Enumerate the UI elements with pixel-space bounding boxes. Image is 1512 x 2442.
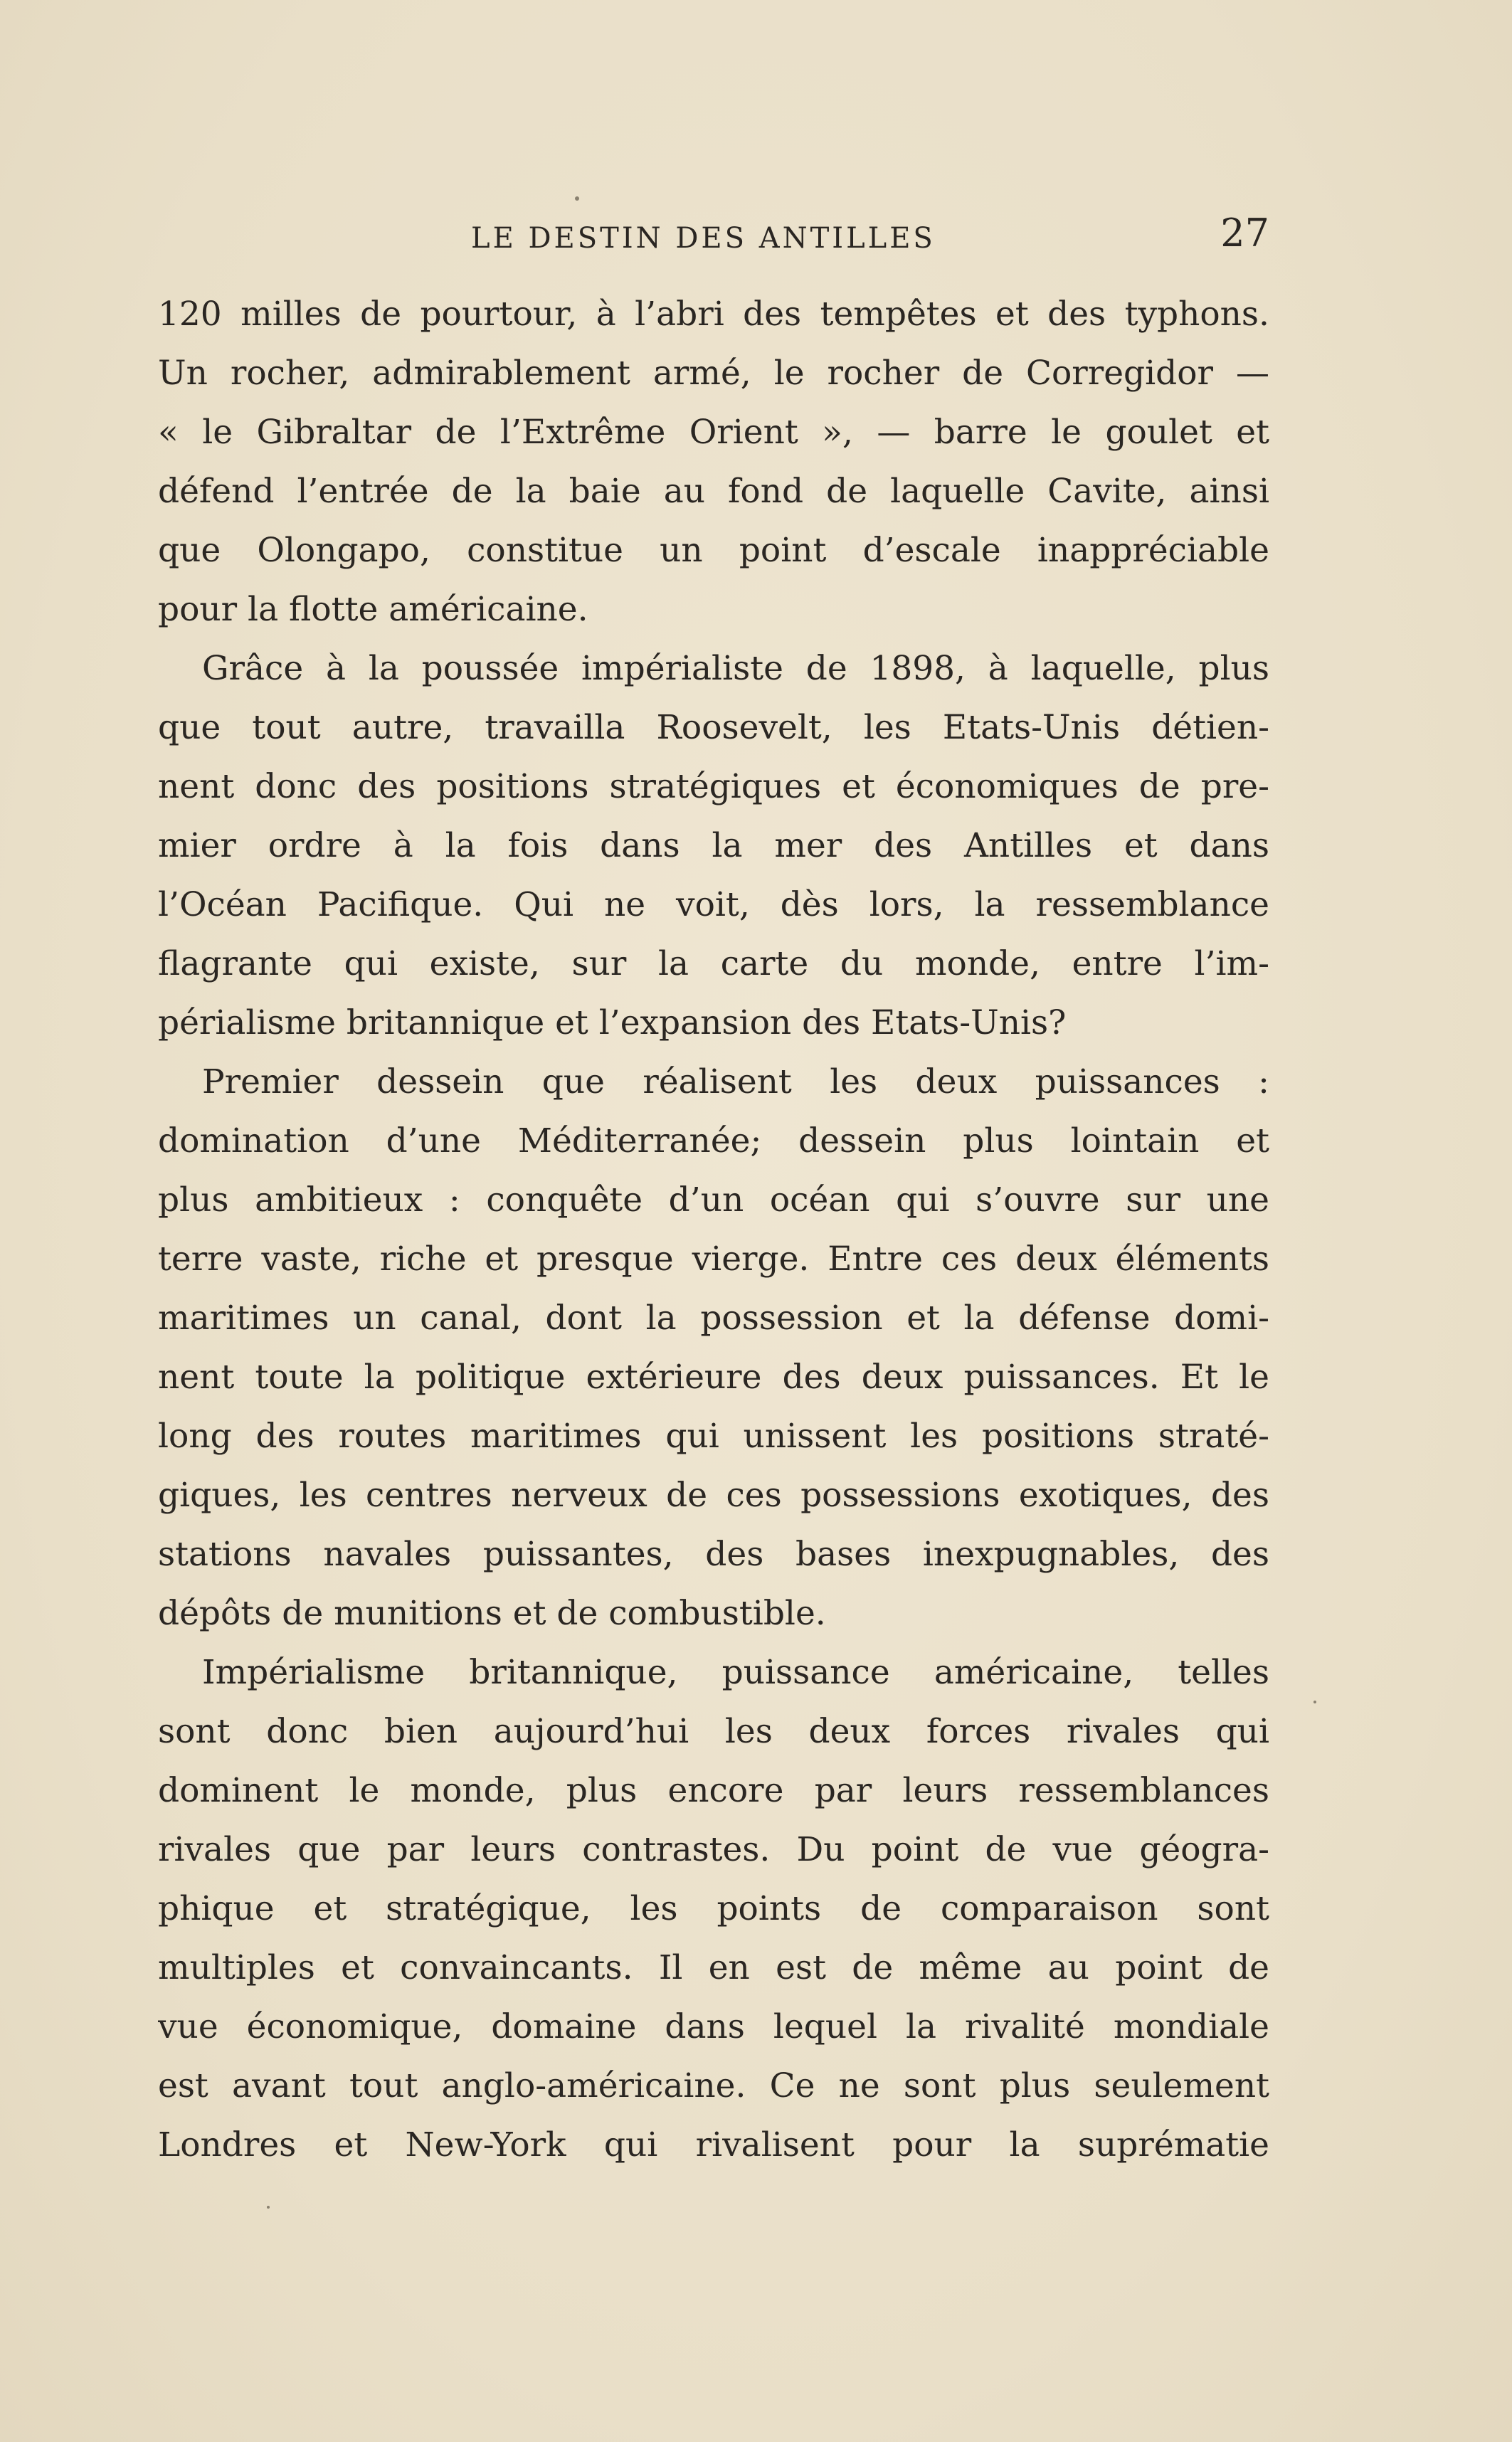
text-line: giques, les centres nerveux de ces possessions exotiques, des: [158, 1476, 1269, 1515]
text-line: nent donc des positions stratégiques et économiques de pre-: [158, 767, 1269, 806]
text-line: Un rocher, admirablement armé, le rocher de Corregidor —: [158, 354, 1269, 393]
page-number: 27: [1220, 211, 1269, 255]
text-line: que Olongapo, constitue un point d’escale inappréciable: [158, 531, 1269, 570]
text-line: mier ordre à la fois dans la mer des Antilles et dans: [158, 826, 1269, 865]
paper-speck: [575, 196, 579, 201]
paper-speck: [267, 2206, 270, 2209]
text-line: Premier dessein que réalisent les deux puissances :: [202, 1062, 1269, 1101]
text-line: plus ambitieux : conquête d’un océan qui s’ouvre sur une: [158, 1180, 1269, 1220]
text-line: dépôts de munitions et de combustible.: [158, 1594, 826, 1633]
text-line: dominent le monde, plus encore par leurs ressemblances: [158, 1771, 1269, 1810]
text-line: rivales que par leurs contrastes. Du point de vue géogra-: [158, 1830, 1269, 1869]
text-line: 120 milles de pourtour, à l’abri des tempêtes et des typhons.: [158, 295, 1269, 334]
body-text: [158, 285, 1269, 2174]
text-line: maritimes un canal, dont la possession et la défense domi-: [158, 1299, 1269, 1338]
text-line: « le Gibraltar de l’Extrême Orient », — barre le goulet et: [158, 413, 1269, 452]
text-line: l’Océan Pacifique. Qui ne voit, dès lors, la ressemblance: [158, 885, 1269, 924]
text-line: Impérialisme britannique, puissance américaine, telles: [202, 1653, 1269, 1692]
text-line: défend l’entrée de la baie au fond de laquelle Cavite, ainsi: [158, 472, 1269, 511]
text-line: périalisme britannique et l’expansion des Etats-Unis?: [158, 1003, 1067, 1042]
text-line: nent toute la politique extérieure des deux puissances. Et le: [158, 1358, 1269, 1397]
text-line: long des routes maritimes qui unissent les positions straté-: [158, 1417, 1269, 1456]
text-line: est avant tout anglo-américaine. Ce ne sont plus seulement: [158, 2066, 1269, 2105]
text-line: multiples et convaincants. Il en est de même au point de: [158, 1948, 1269, 1987]
page-header: [158, 211, 1269, 268]
text-line: sont donc bien aujourd’hui les deux forces rivales qui: [158, 1712, 1269, 1751]
text-line: Grâce à la poussée impérialiste de 1898, à laquelle, plus: [202, 649, 1269, 688]
text-line: vue économique, domaine dans lequel la rivalité mondiale: [158, 2007, 1269, 2046]
running-head: LE DESTIN DES ANTILLES: [471, 222, 936, 255]
text-line: pour la flotte américaine.: [158, 590, 588, 629]
text-line: que tout autre, travailla Roosevelt, les Etats-Unis détien-: [158, 708, 1269, 747]
text-line: phique et stratégique, les points de comparaison sont: [158, 1889, 1269, 1928]
paper-speck: [1313, 1701, 1316, 1703]
text-line: flagrante qui existe, sur la carte du monde, entre l’im-: [158, 944, 1269, 983]
text-line: domination d’une Méditerranée; dessein plus lointain et: [158, 1121, 1269, 1161]
text-line: stations navales puissantes, des bases inexpugnables, des: [158, 1535, 1269, 1574]
text-line: terre vaste, riche et presque vierge. Entre ces deux éléments: [158, 1240, 1269, 1279]
text-line: Londres et New-York qui rivalisent pour la suprématie: [158, 2125, 1269, 2164]
